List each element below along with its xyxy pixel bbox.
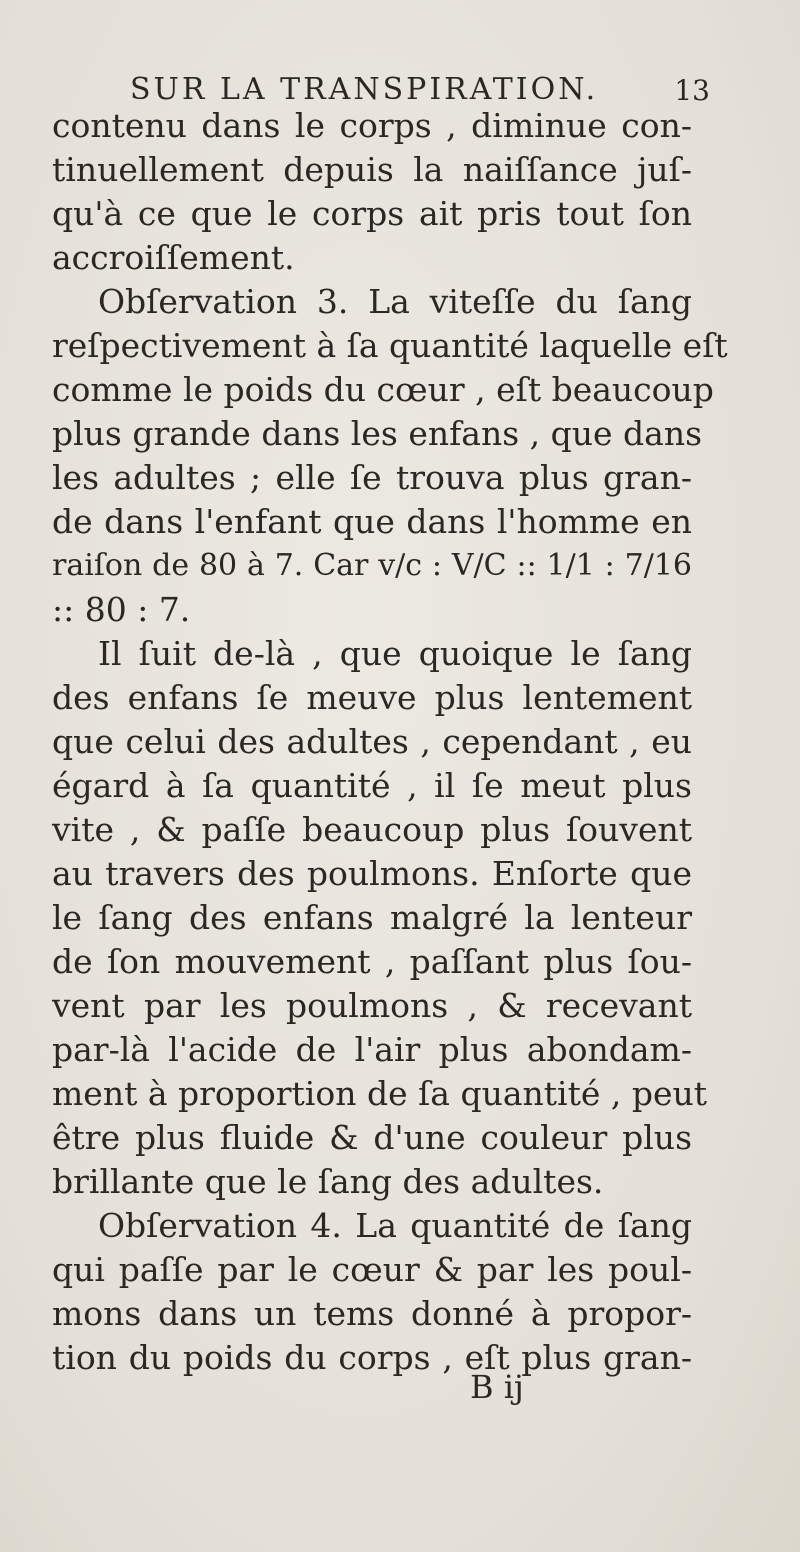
text-line: que celui des adultes , cependant , eu <box>52 722 692 761</box>
text-line: par-là l'acide de l'air plus abondam- <box>52 1030 692 1069</box>
text-line: contenu dans le corps , diminue con- <box>52 106 692 145</box>
text-line: qui paſſe par le cœur & par les poul- <box>52 1250 692 1289</box>
text-line: le ſang des enfans malgré la lenteur <box>52 898 692 937</box>
text-line: être plus fluide & d'une couleur plus <box>52 1118 692 1157</box>
text-line: tinuellement depuis la naiſſance juſ- <box>52 150 692 189</box>
text-line: tion du poids du corps , eſt plus gran- <box>52 1338 692 1377</box>
text-line: mons dans un tems donné à propor- <box>52 1294 692 1333</box>
signature-mark: B ij <box>470 1368 524 1406</box>
text-line: vent par les poulmons , & recevant <box>52 986 692 1025</box>
text-line: Obſervation 4. La quantité de ſang <box>98 1206 692 1245</box>
text-line: des enfans ſe meuve plus lentement <box>52 678 692 717</box>
text-line: de ſon mouvement , paſſant plus ſou- <box>52 942 692 981</box>
text-line: de dans l'enfant que dans l'homme en <box>52 502 692 541</box>
text-line: les adultes ; elle ſe trouva plus gran- <box>52 458 692 497</box>
text-line: Obſervation 3. La viteſſe du ſang <box>98 282 692 321</box>
body-text <box>52 104 728 1380</box>
text-line: accroiſſement. <box>52 238 295 277</box>
text-line: au travers des poulmons. Enſorte que <box>52 854 692 893</box>
text-line: vite , & paſſe beaucoup plus ſouvent <box>52 810 692 849</box>
text-line: reſpectivement à ſa quantité laquelle eſt <box>52 326 728 365</box>
text-line: brillante que le ſang des adultes. <box>52 1162 604 1201</box>
text-line: raiſon de 80 à 7. Car v/c : V/C :: 1/1 : 7/16 <box>52 548 692 583</box>
text-line: ment à proportion de ſa quantité , peut <box>52 1074 708 1113</box>
text-line: égard à ſa quantité , il ſe meut plus <box>52 766 692 805</box>
text-line: :: 80 : 7. <box>52 590 191 629</box>
running-title: SUR LA TRANSPIRATION. <box>130 72 599 107</box>
text-line: Il ſuit de-là , que quoique le ſang <box>98 634 692 673</box>
page-number: 13 <box>674 74 710 107</box>
text-line: plus grande dans les enfans , que dans <box>52 414 703 453</box>
text-line: comme le poids du cœur , eſt beaucoup <box>52 370 714 409</box>
text-line: qu'à ce que le corps ait pris tout ſon <box>52 194 692 233</box>
